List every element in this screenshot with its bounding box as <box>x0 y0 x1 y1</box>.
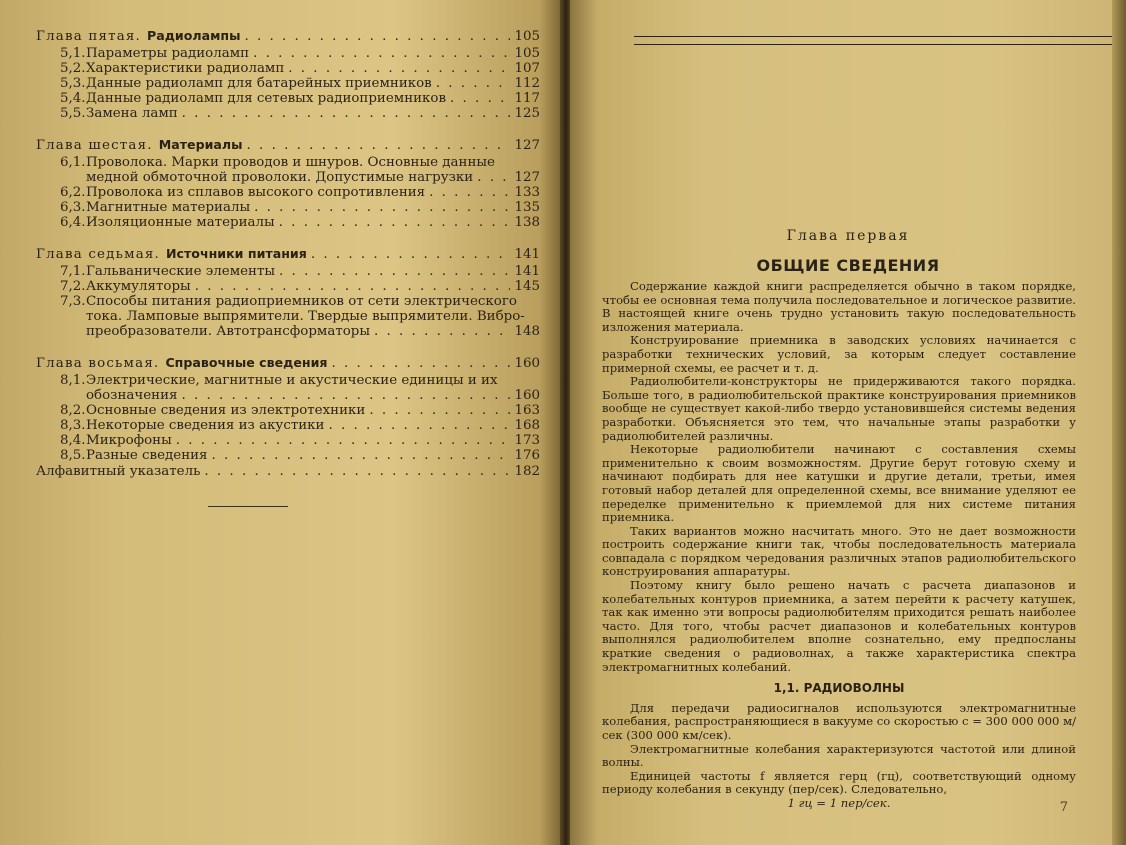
body-text <box>602 280 1076 811</box>
section-number: 8,5. <box>60 448 86 463</box>
section-title: Данные радиоламп для сетевых радиоприемников <box>86 91 447 106</box>
section-title: Микрофоны <box>86 433 172 448</box>
toc-chapter-heading <box>36 355 540 371</box>
toc-section <box>60 91 540 106</box>
leader-dots <box>254 200 510 215</box>
page-ref: 135 <box>514 200 540 215</box>
header-rule <box>634 44 1116 45</box>
leader-dots <box>311 247 510 262</box>
page-ref: 148 <box>514 324 540 339</box>
section-title: преобразователи. Автотрансформаторы <box>86 324 371 339</box>
leader-dots <box>288 61 510 76</box>
toc-section <box>60 46 540 61</box>
section-number: 8,3. <box>60 418 86 433</box>
paragraph: Конструирование приемника в заводских условиях начинается с разработки технических условий, за которым следует составление примерной схемы, ее расчет и т. д. <box>602 333 1076 375</box>
paragraph: Поэтому книгу было решено начать с расчета диапазонов и колебательных контуров приемника, а затем перейти к расчету катушек, так как именно эти вопросы радиолюбителям приходится решать наиболее часто. Для того, чтобы расчет диапазонов и колебательных контуров выполнялся радиолюбителем вполне сознательно, ему предпосланы краткие сведения о радиоволнах, а также характеристика спектра электромагнитных колебаний. <box>602 578 1076 674</box>
chapter-title: Справочные сведения <box>165 355 328 370</box>
end-rule <box>208 506 288 507</box>
page-ref: 160 <box>514 356 540 371</box>
section-title: Проволока из сплавов высокого сопротивления <box>86 185 426 200</box>
leader-dots <box>245 29 511 44</box>
leader-dots <box>212 448 511 463</box>
toc-section <box>60 185 540 200</box>
leader-dots <box>195 279 510 294</box>
section-number: 8,1. <box>60 373 86 388</box>
chapter-title: Радиолампы <box>147 28 241 43</box>
leader-dots <box>247 138 510 153</box>
section-number: 6,1. <box>60 155 86 170</box>
page-ref: 107 <box>514 61 540 76</box>
toc-index-entry <box>36 464 540 479</box>
leader-dots <box>182 106 510 121</box>
section-title: Параметры радиоламп <box>86 46 250 61</box>
section-number: 7,3. <box>60 294 86 309</box>
section-number: 5,4. <box>60 91 86 106</box>
section-number: 7,2. <box>60 279 86 294</box>
leader-dots <box>253 46 510 61</box>
toc-section <box>60 279 540 294</box>
page-number: 7 <box>1059 800 1068 815</box>
page-ref: 127 <box>514 170 540 185</box>
section-title: Магнитные материалы <box>86 200 251 215</box>
paragraph: Содержание каждой книги распределяется обычно в таком порядке, чтобы ее основная тема получила последовательное и логическое развитие. В настоящей книге очень трудно установить такую последовательность изложения материала. <box>602 279 1076 334</box>
page-ref: 127 <box>514 138 540 153</box>
leader-dots <box>369 403 510 418</box>
section-title: Замена ламп <box>86 106 178 121</box>
page-ref: 160 <box>514 388 540 403</box>
page-ref: 168 <box>514 418 540 433</box>
chapter-title: Источники питания <box>166 246 307 261</box>
section-title: медной обмоточной проволоки. Допустимые нагрузки <box>86 170 474 185</box>
paragraph: Таких вариантов можно насчитать много. Это не дает возможности построить содержание книги так, чтобы последовательность материала совпадала с порядком чередования различных этапов радиолюбительского конструирования аппаратуры. <box>602 523 1076 579</box>
section-title: Аккумуляторы <box>86 279 191 294</box>
toc-section <box>60 106 540 121</box>
chapter-word: Глава шестая. <box>36 138 153 153</box>
section-title: Некоторые сведения из акустики <box>86 418 325 433</box>
chapter-heading: ОБЩИЕ СВЕДЕНИЯ <box>756 256 940 275</box>
chapter-word: Глава пятая. <box>36 29 142 44</box>
page-ref: 182 <box>514 464 540 479</box>
page-ref: 141 <box>514 247 540 262</box>
section-title: Электрические, магнитные и акустические единицы и их <box>86 373 498 388</box>
chapter-label: Глава первая <box>786 228 910 244</box>
page-ref: 163 <box>514 403 540 418</box>
leader-dots <box>477 170 510 185</box>
formula: 1 гц = 1 пер/сек. <box>787 795 891 810</box>
toc-chapter <box>36 246 540 339</box>
section-number: 8,2. <box>60 403 86 418</box>
toc-section <box>60 294 540 309</box>
page-ref: 105 <box>514 46 540 61</box>
left-page <box>0 0 562 845</box>
page-ref: 173 <box>514 433 540 448</box>
leader-dots <box>331 356 510 371</box>
leader-dots <box>328 418 510 433</box>
page-ref: 133 <box>514 185 540 200</box>
leader-dots <box>279 264 510 279</box>
section-number: 6,3. <box>60 200 86 215</box>
table-of-contents <box>36 28 540 479</box>
paragraph: Для передачи радиосигналов используются электромагнитные колебания, распространяющиеся в вакууме со скоростью c = 300 000 000 м/сек (300 000 км/сек). <box>602 700 1077 742</box>
toc-chapter <box>36 137 540 230</box>
leader-dots <box>450 91 510 106</box>
toc-chapter <box>36 355 540 479</box>
toc-section-continued <box>60 309 540 324</box>
section-number: 5,3. <box>60 76 86 91</box>
toc-section <box>60 200 540 215</box>
toc-chapter-heading <box>36 137 540 153</box>
section-number: 5,2. <box>60 61 86 76</box>
toc-section <box>60 61 540 76</box>
toc-sections <box>60 155 540 230</box>
toc-section <box>60 433 540 448</box>
leader-dots <box>176 433 510 448</box>
toc-section <box>60 76 540 91</box>
section-number: 5,1. <box>60 46 86 61</box>
toc-chapter <box>36 28 540 121</box>
paragraph: Некоторые радиолюбители начинают с составления схемы применительно к своим возможностям. Другие берут готовую схему и начинают подбирать для нее катушки и другие детали, третьи, имея готовый набор деталей для определенной схемы, все внимание уделяют ее переделке применительно к приемлемой для них системе питания приемника. <box>602 442 1076 525</box>
section-heading: 1,1. РАДИОВОЛНЫ <box>773 681 905 696</box>
section-title: Разные сведения <box>86 448 208 463</box>
toc-section <box>60 264 540 279</box>
chapter-word: Глава восьмая. <box>36 356 160 371</box>
toc-section-continued <box>60 324 540 339</box>
section-number: 8,4. <box>60 433 86 448</box>
page-ref: 145 <box>514 279 540 294</box>
page-ref: 138 <box>514 215 540 230</box>
leader-dots <box>181 388 510 403</box>
toc-section <box>60 215 540 230</box>
toc-section-continued <box>60 170 540 185</box>
section-number: 6,4. <box>60 215 86 230</box>
toc-section <box>60 418 540 433</box>
paragraph: Электромагнитные колебания характеризуются частотой или длиной волны. <box>602 741 1076 770</box>
leader-dots <box>279 215 510 230</box>
toc-section-continued <box>60 388 540 403</box>
section-title: Характеристики радиоламп <box>86 61 285 76</box>
section-number: 7,1. <box>60 264 86 279</box>
paragraph: Радиолюбители-конструкторы не придерживаются такого порядка. Больше того, в радиолюбительской практике конструирования приемников вообще не существует какой-либо твердо установившейся системы ведения разработки. Объясняется это тем, что начальные этапы разработки у радиолюбителей различны. <box>602 374 1076 443</box>
section-title: тока. Ламповые выпрямители. Твердые выпрямители. Вибро- <box>86 309 525 324</box>
leader-dots <box>374 324 510 339</box>
toc-section <box>60 373 540 388</box>
page-ref: 176 <box>514 448 540 463</box>
page-ref: 112 <box>514 76 540 91</box>
section-number: 6,2. <box>60 185 86 200</box>
toc-sections <box>60 46 540 121</box>
toc-section <box>60 155 540 170</box>
toc-section <box>60 403 540 418</box>
header-rule <box>634 36 1116 37</box>
leader-dots <box>436 76 510 91</box>
leader-dots <box>204 464 510 479</box>
toc-chapter-heading <box>36 246 540 262</box>
index-title: Алфавитный указатель <box>36 464 201 479</box>
toc-sections <box>60 373 540 463</box>
page-ref: 141 <box>514 264 540 279</box>
section-title: обозначения <box>86 388 178 403</box>
section-title: Проволока. Марки проводов и шнуров. Основные данные <box>86 155 495 170</box>
chapter-word: Глава седьмая. <box>36 247 160 262</box>
page-edge <box>1112 0 1126 845</box>
section-title: Изоляционные материалы <box>86 215 275 230</box>
page-ref: 105 <box>514 29 540 44</box>
right-page <box>570 0 1126 845</box>
toc-chapter-heading <box>36 28 540 44</box>
section-title: Гальванические элементы <box>86 264 276 279</box>
leader-dots <box>429 185 510 200</box>
section-number: 5,5. <box>60 106 86 121</box>
page-ref: 125 <box>514 106 540 121</box>
section-title: Основные сведения из электротехники <box>86 403 366 418</box>
chapter-title: Материалы <box>158 137 243 152</box>
toc-sections <box>60 264 540 339</box>
page-ref: 117 <box>514 91 540 106</box>
section-title: Данные радиоламп для батарейных приемников <box>86 76 432 91</box>
paragraph: Единицей частоты f является герц (гц), соответствующий одному периоду колебания в секунду (пер/сек). Следовательно, <box>602 768 1076 797</box>
section-title: Способы питания радиоприемников от сети электрического <box>86 294 517 309</box>
toc-section <box>60 448 540 463</box>
